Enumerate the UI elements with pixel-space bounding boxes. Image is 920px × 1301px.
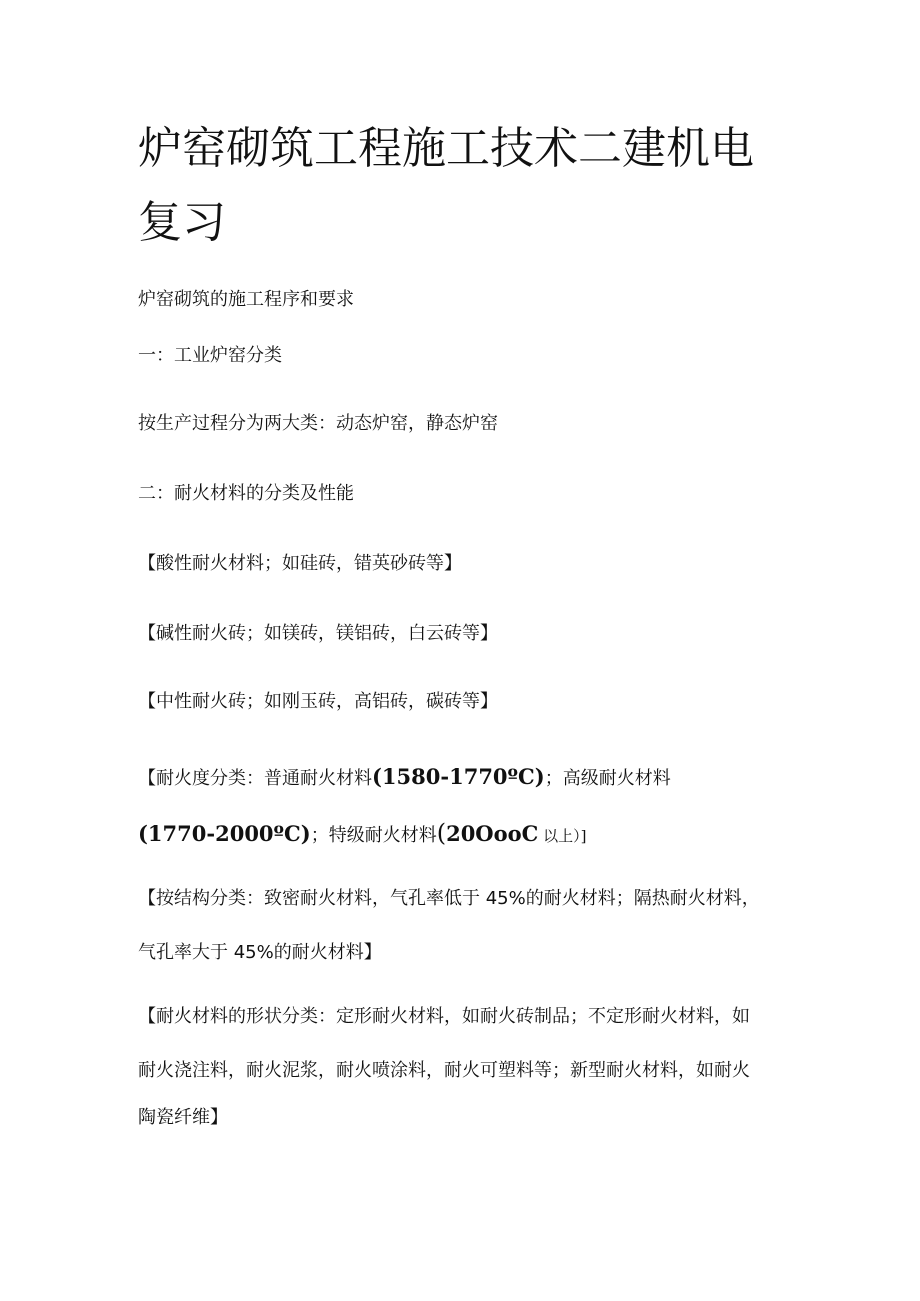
shape-line-1: 【耐火材料的形状分类：定形耐火材料，如耐火砖制品；不定形耐火材料，如: [138, 1006, 750, 1027]
document-title: 炉窑砌筑工程施工技术二建机电复习: [138, 123, 754, 248]
refractoriness-line-2: [138, 806, 778, 863]
paragraph-acidic-refractory: 【酸性耐火材料；如硅砖，错英砂砖等】: [138, 553, 462, 574]
paragraph-intro: 炉窑砌筑的施工程序和要求: [138, 289, 354, 310]
porosity-value: 45%: [233, 942, 274, 963]
text-segment: 气孔率大于: [138, 942, 234, 963]
text-segment: 的耐火材料；隔热耐火材料，: [525, 888, 760, 909]
temperature-range: (1580-1770ºC): [372, 764, 545, 789]
text-segment: ；高级耐火材料: [544, 768, 671, 789]
temperature-range: (1770-2000ºC): [138, 821, 311, 846]
porosity-value: 45%: [485, 888, 526, 909]
refractoriness-line-1: [138, 750, 778, 806]
shape-line-2: 耐火浇注料，耐火泥浆，耐火喷涂料，耐火可塑料等；新型耐火材料，如耐火: [138, 1060, 750, 1081]
heading-kiln-classification: 一：工业炉窑分类: [138, 345, 282, 366]
text-segment: 【耐火度分类：普通耐火材料: [138, 768, 372, 789]
text-segment: 【按结构分类：致密耐火材料，气孔率低于: [138, 888, 486, 909]
structure-line-1: [138, 872, 778, 926]
paragraph-shape-classification: [138, 990, 778, 1138]
text-segment: 以上）]: [538, 827, 587, 845]
text-segment: ；特级耐火材料: [310, 825, 437, 846]
text-segment: (: [436, 819, 447, 847]
paragraph-neutral-refractory: 【中性耐火砖；如刚玉砖，高铝砖，碳砖等】: [138, 691, 498, 712]
text-segment: 的耐火材料】: [273, 942, 382, 963]
paragraph-structure-classification: [138, 872, 778, 980]
paragraph-basic-refractory: 【碱性耐火砖；如镁砖，镁铝砖，白云砖等】: [138, 623, 498, 644]
paragraph-refractoriness-grade: [138, 750, 778, 863]
paragraph-kiln-types: 按生产过程分为两大类：动态炉窑，静态炉窑: [138, 413, 498, 434]
heading-refractory-materials: 二：耐火材料的分类及性能: [138, 483, 354, 504]
shape-line-3: 陶瓷纤维】: [138, 1107, 228, 1128]
structure-line-2: [138, 926, 778, 980]
temperature-value: 20OooC: [446, 821, 539, 846]
